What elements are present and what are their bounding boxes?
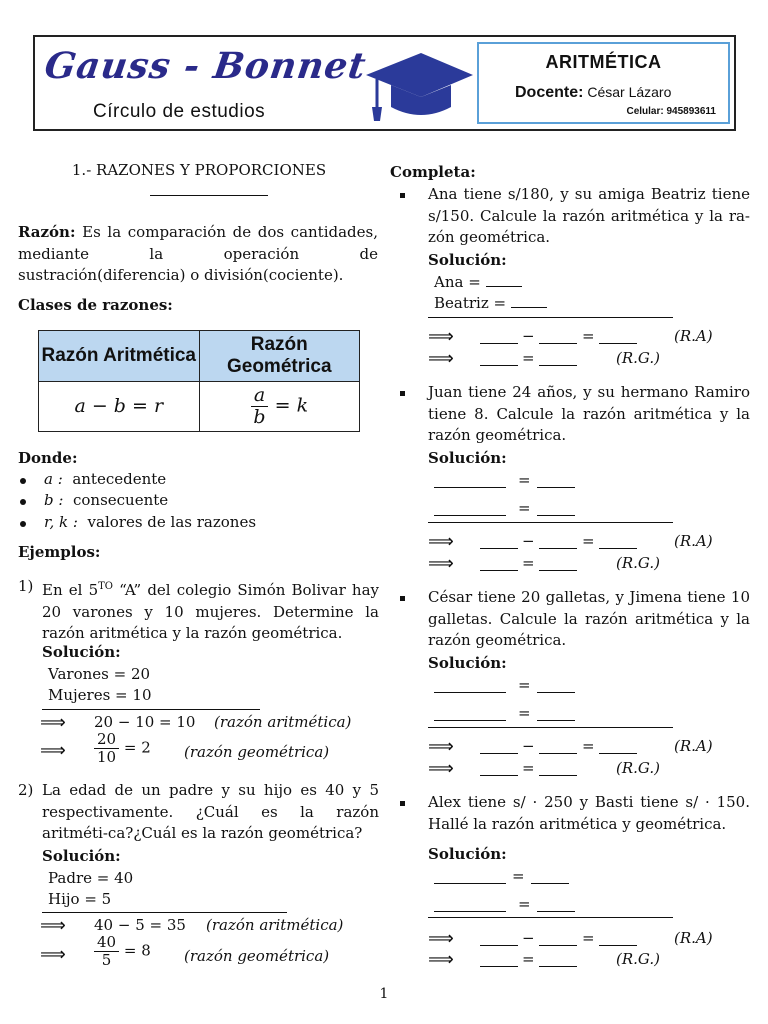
- equals-sign: =: [518, 471, 531, 489]
- answer-blank[interactable]: [599, 934, 637, 946]
- title-underline: [150, 195, 268, 196]
- answer-blank[interactable]: [480, 559, 518, 571]
- answer-blank[interactable]: [434, 709, 506, 721]
- answer-blank[interactable]: [539, 764, 577, 776]
- implies-arrow-icon: ⟹: [428, 326, 454, 347]
- solution-label: Solución:: [428, 449, 507, 467]
- ex2-note-arith: (razón aritmética): [206, 916, 344, 934]
- frac-num: 20: [94, 732, 119, 749]
- minus-sign: −: [522, 532, 535, 550]
- answer-blank[interactable]: [434, 681, 506, 693]
- ex2-line-1: Padre = 40: [48, 869, 134, 887]
- answer-blank[interactable]: [539, 537, 577, 549]
- equals-sign: =: [512, 867, 525, 885]
- implies-arrow-icon: ⟹: [428, 348, 454, 369]
- implies-arrow-icon: ⟹: [428, 553, 454, 574]
- ra-label: (R.A): [674, 327, 713, 345]
- ex1-line-2: Mujeres = 10: [48, 686, 152, 704]
- ex1-geom-rhs: = 2: [123, 738, 151, 757]
- implies-arrow-icon: ⟹: [428, 928, 454, 949]
- ex1-note-geom: (razón geométrica): [184, 743, 330, 761]
- example-number: 2): [18, 781, 34, 799]
- rg-label: (R.G.): [616, 759, 660, 777]
- answer-blank[interactable]: [599, 742, 637, 754]
- problem-1-text: Ana tiene s/180, y su amiga Beatriz tiene s/150. Calcule la razón aritmética y la ra-zón geométrica.: [428, 185, 750, 246]
- solution-label: Solución:: [428, 845, 507, 863]
- rg-label: (R.G.): [616, 349, 660, 367]
- teacher-line: [515, 84, 671, 102]
- section-title: 1.- RAZONES Y PROPORCIONES: [71, 161, 327, 179]
- answer-blank[interactable]: [599, 332, 637, 344]
- solution-label: Solución:: [428, 251, 507, 269]
- ra-label: (R.A): [674, 532, 713, 550]
- answer-blank[interactable]: [480, 537, 518, 549]
- answer-blank[interactable]: [511, 296, 547, 308]
- equals-sign: =: [518, 704, 531, 722]
- ex1-sup: TO: [98, 581, 113, 592]
- answer-blank[interactable]: [539, 955, 577, 967]
- answer-blank[interactable]: [434, 872, 506, 884]
- ex1-result-arith: 20 − 10 = 10: [94, 713, 196, 731]
- bullet: [400, 596, 405, 601]
- item-text: antecedente: [72, 470, 167, 488]
- list-item: [44, 512, 256, 534]
- implies-arrow-icon: ⟹: [40, 915, 66, 936]
- equals-sign: =: [582, 327, 595, 345]
- bullet: [400, 801, 405, 806]
- formula-geometric: [199, 382, 360, 432]
- separator-line: [428, 522, 673, 523]
- answer-blank[interactable]: [539, 742, 577, 754]
- ejemplos-title-text: Ejemplos:: [18, 543, 101, 561]
- donde-title: [18, 448, 78, 470]
- answer-blank[interactable]: [539, 354, 577, 366]
- answer-blank[interactable]: [539, 934, 577, 946]
- list-item: [44, 469, 166, 491]
- ra-label: (R.A): [674, 737, 713, 755]
- razon-text: Es la comparación de dos cantidades, mediante la operación de sustración(diferencia) o división(cociente).: [18, 223, 378, 284]
- header-arithmetic: Razón Aritmética: [39, 331, 200, 382]
- razon-definition: [18, 222, 378, 287]
- implies-arrow-icon: ⟹: [428, 736, 454, 757]
- equals-sign: =: [582, 929, 595, 947]
- bullet: [20, 499, 26, 505]
- answer-blank[interactable]: [537, 476, 575, 488]
- solution-label: Solución:: [42, 847, 121, 865]
- implies-arrow-icon: ⟹: [428, 949, 454, 970]
- ex1-note-arith: (razón aritmética): [214, 713, 352, 731]
- frac-num: a: [251, 386, 268, 407]
- equals-sign: =: [522, 349, 535, 367]
- fraction: [94, 935, 119, 968]
- frac-den: b: [253, 406, 266, 428]
- ex2-result-arith: 40 − 5 = 35: [94, 916, 186, 934]
- ex1-text-a: En el 5: [42, 581, 99, 599]
- equals-sign: =: [518, 499, 531, 517]
- problem-2-text: Juan tiene 24 años, y su hermano Ramiro tiene 8. Calcule la razón aritmética y la razón geométrica.: [428, 383, 750, 444]
- answer-blank[interactable]: [537, 504, 575, 516]
- ex2-line-2: Hijo = 5: [48, 890, 112, 908]
- logo: Gauss - Bonnet: [42, 45, 370, 87]
- item-symbol: b :: [44, 491, 64, 509]
- logo-subtitle: Círculo de estudios: [93, 101, 266, 122]
- answer-blank[interactable]: [434, 476, 506, 488]
- answer-blank[interactable]: [480, 332, 518, 344]
- rg-label: (R.G.): [616, 554, 660, 572]
- clases-title: [18, 295, 173, 317]
- bullet: [20, 478, 26, 484]
- equals-sign: =: [522, 554, 535, 572]
- answer-blank[interactable]: [480, 955, 518, 967]
- p1-ana-label: Ana =: [434, 273, 481, 291]
- frac-den: 10: [97, 748, 117, 766]
- clases-title-text: Clases de razones:: [18, 296, 173, 314]
- answer-blank[interactable]: [537, 681, 575, 693]
- graduation-cap-icon: [361, 45, 476, 125]
- separator-line: [428, 917, 673, 918]
- ex1-line-1: Varones = 20: [48, 665, 151, 683]
- header-banner: [33, 35, 736, 131]
- problem-3-text: César tiene 20 galletas, y Jimena tiene 10 galletas. Calcule la razón aritmética y la razón geométrica.: [428, 588, 750, 649]
- item-text: consecuente: [72, 491, 169, 509]
- implies-arrow-icon: ⟹: [428, 758, 454, 779]
- formula-arithmetic: a − b = r: [39, 382, 200, 432]
- p1-ra-line: [428, 326, 454, 349]
- ejemplos-title: [18, 542, 100, 564]
- formula-geometric-rhs: = k: [274, 394, 309, 417]
- page-number: 1: [379, 986, 389, 1002]
- equals-sign: =: [582, 532, 595, 550]
- p1-line-ana: [434, 272, 522, 294]
- answer-blank[interactable]: [480, 354, 518, 366]
- minus-sign: −: [522, 737, 535, 755]
- implies-arrow-icon: ⟹: [428, 531, 454, 552]
- equals-sign: =: [522, 759, 535, 777]
- teacher-label: Docente:: [515, 84, 584, 101]
- rg-label: (R.G.): [616, 950, 660, 968]
- equals-sign: =: [518, 676, 531, 694]
- example-number: 1): [18, 577, 34, 595]
- equals-sign: =: [518, 895, 531, 913]
- answer-blank[interactable]: [434, 900, 506, 912]
- fraction-a-b: [250, 386, 268, 427]
- completa-title: Completa:: [390, 163, 476, 181]
- implies-arrow-icon: ⟹: [40, 944, 66, 965]
- answer-blank[interactable]: [537, 709, 575, 721]
- bullet: [400, 391, 405, 396]
- implies-arrow-icon: ⟹: [40, 740, 66, 761]
- problem-4-text: Alex tiene s/ · 250 y Basti tiene s/ · 150. Hallé la razón aritmética y geométrica.: [428, 793, 750, 833]
- subject-title: ARITMÉTICA: [545, 52, 662, 72]
- answer-blank[interactable]: [537, 900, 575, 912]
- bullet: [400, 193, 405, 198]
- answer-blank[interactable]: [486, 275, 522, 287]
- frac-num: 40: [94, 935, 119, 952]
- solution-label: Solución:: [42, 643, 121, 661]
- answer-blank[interactable]: [599, 537, 637, 549]
- minus-sign: −: [522, 929, 535, 947]
- ex2-geom-rhs: = 8: [123, 941, 151, 960]
- bullet: [20, 521, 26, 527]
- ex1-result-geom: [94, 732, 151, 765]
- separator-line: [42, 709, 260, 710]
- answer-blank[interactable]: [480, 764, 518, 776]
- donde-title-text: Donde:: [18, 449, 78, 467]
- answer-blank[interactable]: [480, 934, 518, 946]
- example-2-text: La edad de un padre y su hijo es 40 y 5 respectivamente. ¿Cuál es la razón aritméti-ca?¿Cuál es la razón geométrica?: [42, 781, 379, 842]
- equals-sign: =: [522, 950, 535, 968]
- p1-line-beatriz: [434, 293, 547, 315]
- ratio-types-table: [38, 330, 360, 432]
- p1-beatriz-label: Beatriz =: [434, 294, 507, 312]
- separator-line: [428, 727, 673, 728]
- course-info-box: [477, 42, 730, 124]
- item-text: valores de las razones: [87, 513, 257, 531]
- list-item: [44, 490, 168, 512]
- ex2-note-geom: (razón geométrica): [184, 947, 330, 965]
- example-1-text: [42, 576, 379, 645]
- answer-blank[interactable]: [539, 559, 577, 571]
- minus-sign: −: [522, 327, 535, 345]
- phone-number: Celular: 945893611: [626, 106, 716, 117]
- fraction: [94, 732, 119, 765]
- ex2-result-geom: [94, 935, 151, 968]
- answer-blank[interactable]: [539, 332, 577, 344]
- frac-den: 5: [101, 951, 112, 969]
- teacher-name: César Lázaro: [587, 84, 672, 100]
- solution-label: Solución:: [428, 654, 507, 672]
- answer-blank[interactable]: [434, 504, 506, 516]
- header-geometric: Razón Geométrica: [199, 331, 360, 382]
- separator-line: [428, 317, 673, 318]
- item-symbol: r, k :: [44, 513, 78, 531]
- separator-line: [42, 912, 287, 913]
- item-symbol: a :: [44, 470, 63, 488]
- razon-label: Razón:: [18, 223, 76, 241]
- ex1-text-b: “A” del colegio Simón Bolivar hay 20 varones y 10 mujeres. Determine la razón aritmética y la razón geométrica.: [42, 581, 379, 642]
- answer-blank[interactable]: [531, 872, 569, 884]
- equals-sign: =: [582, 737, 595, 755]
- implies-arrow-icon: ⟹: [40, 712, 66, 733]
- ra-label: (R.A): [674, 929, 713, 947]
- answer-blank[interactable]: [480, 742, 518, 754]
